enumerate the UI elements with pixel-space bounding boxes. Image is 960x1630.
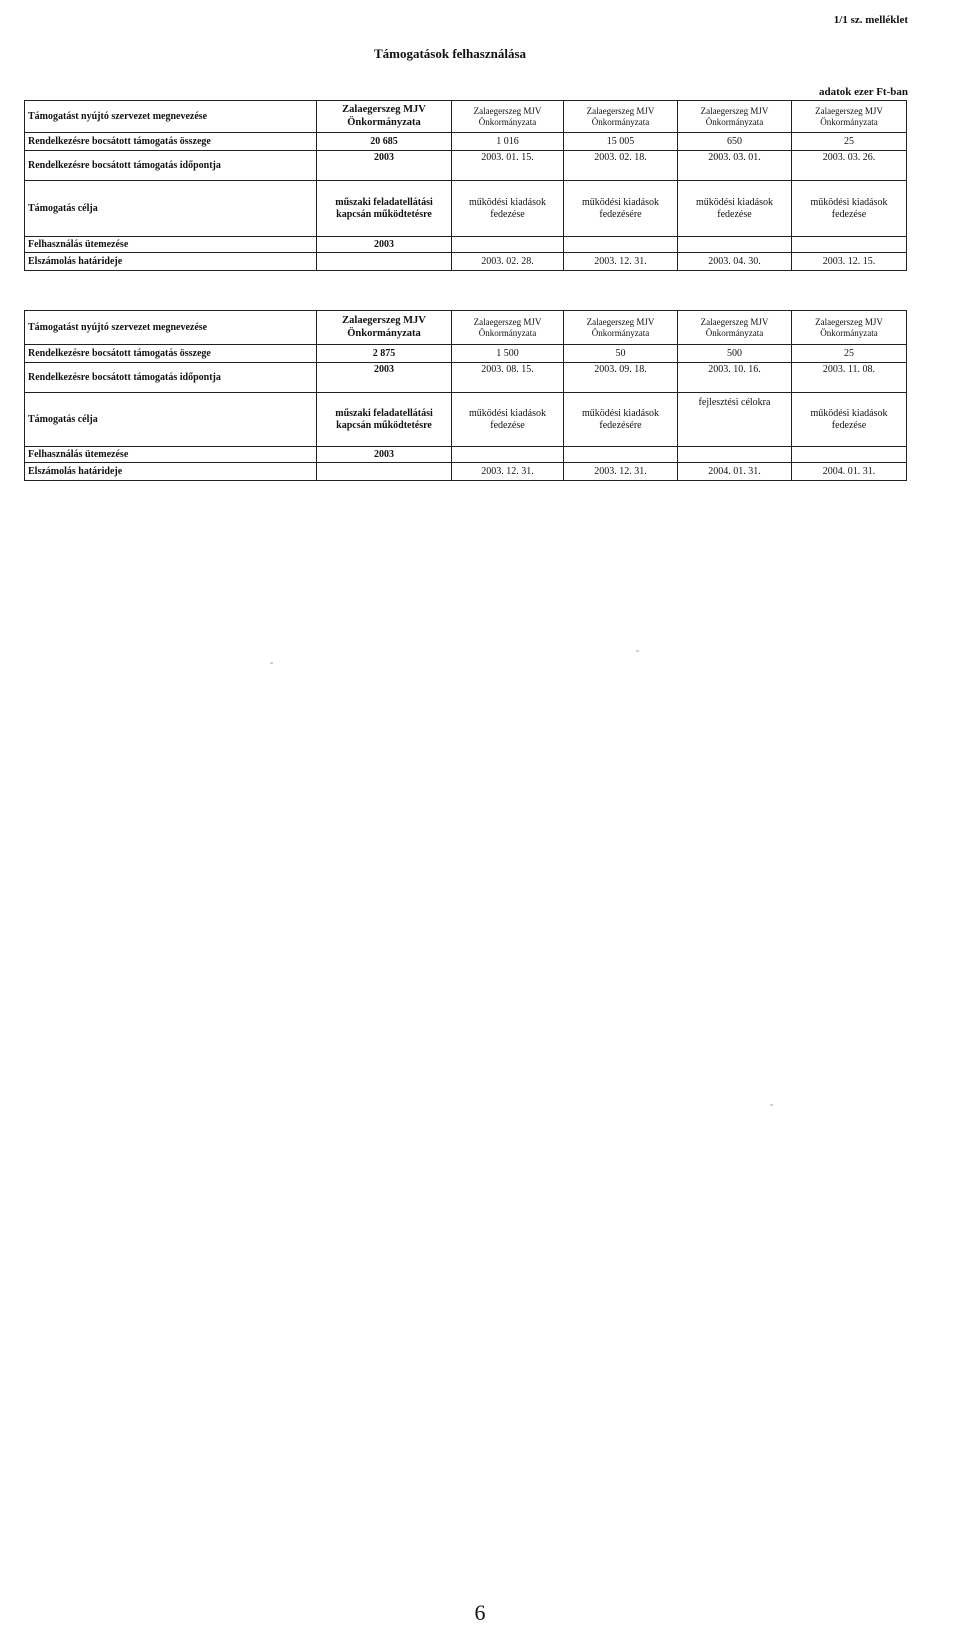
table-cell: 2003. 09. 18. [564,363,678,393]
scan-speck [636,650,639,652]
table-row [25,393,907,447]
table-cell [792,447,907,463]
row-label: Rendelkezésre bocsátott támogatás összege [25,133,317,151]
table-cell: 2003. 08. 15. [452,363,564,393]
table-cell: Zalaegerszeg MJV Önkormányzata [317,101,452,133]
annex-label: 1/1 sz. melléklet [833,14,908,26]
table-cell [678,447,792,463]
table-cell: Zalaegerszeg MJV Önkormányzata [452,101,564,133]
table-cell [678,237,792,253]
table-cell: műszaki feladatellátási kapcsán működtetésre [317,181,452,237]
row-label: Rendelkezésre bocsátott támogatás időpontja [25,363,317,393]
table-cell: 2003. 02. 18. [564,151,678,181]
row-label: Támogatást nyújtó szervezet megnevezése [25,311,317,345]
table-cell [452,447,564,463]
table-cell: működési kiadások fedezése [452,393,564,447]
table-cell: 650 [678,133,792,151]
table-cell: 2003 [317,447,452,463]
table-cell: 2004. 01. 31. [792,463,907,481]
table-cell: 20 685 [317,133,452,151]
table-cell [564,237,678,253]
table-cell: 2003 [317,151,452,181]
row-label: Rendelkezésre bocsátott támogatás összege [25,345,317,363]
table-row [25,181,907,237]
table-cell: műszaki feladatellátási kapcsán működtetésre [317,393,452,447]
table-cell: Zalaegerszeg MJV Önkormányzata [317,311,452,345]
row-label: Támogatás célja [25,181,317,237]
table-row [25,237,907,253]
row-label: Felhasználás ütemezése [25,447,317,463]
table-cell: fejlesztési célokra [678,393,792,447]
table-cell: 2003. 03. 01. [678,151,792,181]
unit-note: adatok ezer Ft-ban [818,86,908,98]
table-cell: 1 500 [452,345,564,363]
table-cell: 25 [792,345,907,363]
table-cell: Zalaegerszeg MJV Önkormányzata [678,101,792,133]
table-cell [564,447,678,463]
table-cell: 25 [792,133,907,151]
table-cell: Zalaegerszeg MJV Önkormányzata [564,311,678,345]
table-cell: 2003. 02. 28. [452,253,564,271]
table-cell: működési kiadások fedezése [678,181,792,237]
table-row [25,363,907,393]
table-cell: 50 [564,345,678,363]
row-label: Elszámolás határideje [25,463,317,481]
table-row [25,345,907,363]
table-cell [317,463,452,481]
table-cell: 2 875 [317,345,452,363]
table-cell: 2003 [317,363,452,393]
table-cell: Zalaegerszeg MJV Önkormányzata [792,101,907,133]
page-number: 6 [474,1600,486,1625]
table-row [25,101,907,133]
table-row [25,311,907,345]
row-label: Rendelkezésre bocsátott támogatás időpontja [25,151,317,181]
table-cell: Zalaegerszeg MJV Önkormányzata [452,311,564,345]
table-cell: Zalaegerszeg MJV Önkormányzata [678,311,792,345]
row-label: Elszámolás határideje [25,253,317,271]
table-cell: 2003. 01. 15. [452,151,564,181]
table-row [25,133,907,151]
scan-speck [770,1104,773,1106]
table-cell: 2003. 10. 16. [678,363,792,393]
table-cell [792,237,907,253]
table-row [25,447,907,463]
table-cell: 2003. 12. 31. [452,463,564,481]
table-cell [317,253,452,271]
table-cell [452,237,564,253]
document-title: Támogatások felhasználása [373,46,527,61]
table-cell: 2003. 12. 15. [792,253,907,271]
table-row [25,463,907,481]
table-cell: 2003. 12. 31. [564,463,678,481]
scan-speck [270,662,273,664]
table-cell: Zalaegerszeg MJV Önkormányzata [792,311,907,345]
table-cell: Zalaegerszeg MJV Önkormányzata [564,101,678,133]
row-label: Támogatás célja [25,393,317,447]
grant-table-1 [24,100,907,271]
table-cell: működési kiadások fedezésére [564,393,678,447]
row-label: Felhasználás ütemezése [25,237,317,253]
table-cell: 2003. 04. 30. [678,253,792,271]
table-cell: 500 [678,345,792,363]
table-row [25,151,907,181]
table-cell: 2003. 12. 31. [564,253,678,271]
table-cell: 1 016 [452,133,564,151]
table-cell: 2003. 03. 26. [792,151,907,181]
table-cell: működési kiadások fedezésére [564,181,678,237]
table-cell: 2003. 11. 08. [792,363,907,393]
table-cell: működési kiadások fedezése [452,181,564,237]
table-cell: 2003 [317,237,452,253]
table-cell: 15 005 [564,133,678,151]
table-cell: működési kiadások fedezése [792,393,907,447]
grant-table-2 [24,310,907,481]
row-label: Támogatást nyújtó szervezet megnevezése [25,101,317,133]
table-row [25,253,907,271]
table-cell: 2004. 01. 31. [678,463,792,481]
table-cell: működési kiadások fedezése [792,181,907,237]
